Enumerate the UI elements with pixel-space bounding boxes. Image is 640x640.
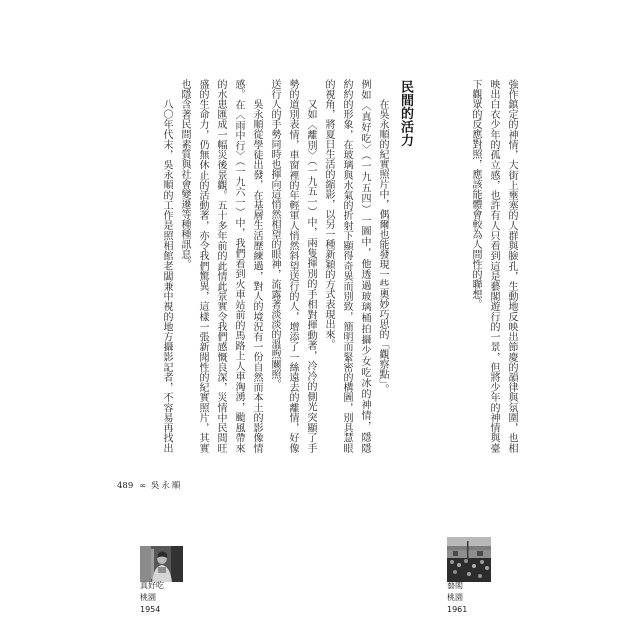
photo-light-area (140, 546, 151, 582)
photo-shadow-area (171, 546, 183, 582)
caption-year: 1961 (447, 605, 468, 614)
photo-head (480, 560, 484, 564)
text-line: 例如〈真好吃〉（一九五四）一圖中，他透過玻璃桶拍攝少女吃冰的神情，隱隱 (359, 79, 370, 453)
photo-thumbnail-right (447, 537, 491, 582)
photo-window (453, 551, 458, 556)
caption-title: 藝閣 (447, 581, 463, 590)
photo-head (450, 560, 454, 564)
photo-head (457, 563, 461, 567)
caption-place: 桃園 (140, 593, 156, 602)
section-heading: 民間的活力 (398, 80, 413, 147)
page-number: 489 (117, 481, 134, 491)
photo-rooftop (447, 546, 491, 550)
photo-head (453, 570, 457, 574)
photo-head (464, 559, 468, 563)
caption-title: 真好吃 (140, 581, 164, 590)
caption-year: 1954 (140, 605, 161, 614)
photo-caption-left (140, 580, 164, 616)
text-line: 又如〈離別〉（一九五一）中，兩隻揮別的手相對揮動著，冷冷的側光突顯了手 (305, 99, 316, 453)
text-line: 送行人的手勢同時也揮向這悄然相望的眼神，流露著淡淡的溫煦關照。 (269, 79, 280, 389)
section-body (157, 79, 391, 453)
photo-head (485, 566, 489, 570)
photo-ice-bowl (158, 567, 166, 573)
photo-head (478, 574, 482, 578)
text-line: 在吳永順的紀實照片中，偶爾也能發現一些奧妙巧思的「觀察點」。 (377, 99, 388, 394)
separator-glyph: ∞ (139, 481, 146, 490)
text-line: 約約的形象，在玻璃與水氣的折射下顯得奇異而別致，簡明而緊密的構圖，別具慧眼 (341, 79, 352, 453)
text-line: 也隱含著民間素質與社會變遷等種種訊息。 (179, 79, 190, 269)
text-line: 映出白衣少年的孤立感，也許有人只看到這是藝閣遊行的一景，但將少年的神情與臺 (488, 79, 499, 453)
photo-head (472, 564, 476, 568)
photo-window (477, 551, 483, 556)
photo-caption-right (447, 580, 467, 616)
text-line: 八〇年代末，吳永順的工作是照相館老闆兼中視的地方攝影記者，不容易再找出 (161, 99, 172, 453)
text-line: 勢的道別表情，車窗裡的年輕軍人悄然斜望送行的人，增添了一絲遠去的離情，好像 (287, 79, 298, 453)
running-head: 吳永順 (150, 481, 183, 491)
text-line: 強作鎮定的神情，大街上壅塞的人群與臉孔，生動地反映出節慶的韻律與氛圍，也相 (506, 79, 517, 453)
caption-place: 桃園 (447, 593, 463, 602)
photo-head (467, 572, 471, 576)
text-line: 感。在〈雨中行〉（一九六一）中，我們看到火車站前的馬路上人車洶湧，颱風帶來 (233, 79, 244, 453)
text-line: 吳永順從學徒出發，在基層生活歷練過，對人的境況有一份自然而本土的影像情 (251, 99, 262, 453)
page-footer (117, 480, 182, 492)
text-line: 下觀眾的反應對照，應該能體會較為人間性的聯想。 (470, 79, 481, 309)
continued-paragraph (466, 79, 520, 453)
text-line: 盛的生命力，仍無休止的活動著，亦令我們驚異，這樣一張新聞性的紀實照片，其實 (197, 79, 208, 453)
text-line: 的水患匯成一幅災後景觀。五十多年前的此情此景實令我們感慨良深，災情中民間旺 (215, 79, 226, 453)
text-line: 的視角，將夏日生活的縮影，以另一種新穎的方式表現出來。 (323, 79, 334, 349)
photo-thumbnail-left (140, 546, 183, 582)
